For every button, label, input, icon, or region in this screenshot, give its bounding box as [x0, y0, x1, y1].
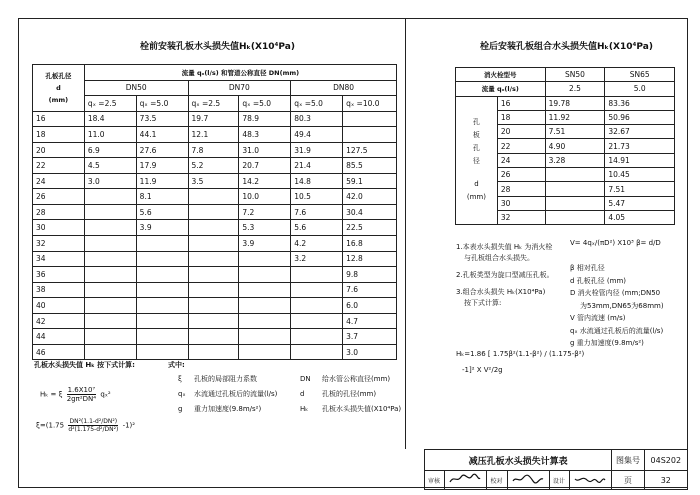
loss-value-cell: 11.92 [545, 110, 605, 124]
orifice-diameter-cell: 28 [33, 204, 85, 220]
loss-value-cell [188, 313, 239, 329]
design-signature [570, 471, 612, 490]
dn-group-header: DN80 [291, 80, 397, 96]
loss-value-cell: 9.8 [343, 267, 397, 283]
loss-value-cell: 17.9 [136, 158, 188, 174]
orifice-diameter-cell: 36 [33, 267, 85, 283]
loss-value-cell [291, 344, 343, 360]
loss-value-cell [291, 267, 343, 283]
note-2: 2.孔板类型为旋口型减压孔板。 [456, 271, 554, 279]
table-row [33, 111, 397, 127]
table-row [33, 313, 397, 329]
loss-value-cell [291, 329, 343, 345]
definition-line: d 孔板孔径 (mm) [570, 276, 626, 285]
table-row [33, 267, 397, 283]
loss-value-cell [188, 251, 239, 267]
right-definitions [570, 262, 664, 350]
loss-value-cell: 59.1 [343, 173, 397, 189]
loss-value-cell: 5.6 [136, 204, 188, 220]
flow-header: 流量 qₓ(l/s) [456, 82, 546, 96]
table-row [33, 189, 397, 205]
loss-value-cell [84, 282, 136, 298]
loss-value-cell [239, 313, 291, 329]
hk-combined-formula: Hₖ=1.86 [ 1.75β²(1.1-β²) / (1.175-β²) -1]² X V²/2g [456, 350, 585, 374]
loss-value-cell: 7.51 [545, 125, 605, 139]
table-row [33, 204, 397, 220]
loss-value-cell: 4.90 [545, 139, 605, 153]
loss-value-cell [136, 282, 188, 298]
loss-value-cell: 83.36 [605, 96, 675, 110]
left-formula-title: 孔板水头损失值 Hₖ 按下式计算: [34, 361, 135, 369]
loss-value-cell [84, 236, 136, 252]
table-row [33, 158, 397, 174]
loss-value-cell [84, 267, 136, 283]
right-loss-table [455, 67, 675, 225]
loss-value-cell: 31.0 [239, 142, 291, 158]
loss-value-cell [291, 298, 343, 314]
hk-formula: Hₖ = ξ $\frac{\text{1.6X10⁷}}{\text{2gπ²DN⁴}}$ qₓ² [40, 386, 111, 403]
loss-value-cell: 16.8 [343, 236, 397, 252]
loss-value-cell: 7.51 [605, 182, 675, 196]
page-number: 32 [644, 471, 687, 490]
orifice-diameter-cell: 24 [33, 173, 85, 189]
right-table-title: 栓后安装孔板组合水头损失值Hₖ(X10⁴Pa) [480, 42, 653, 52]
loss-value-cell: 3.5 [188, 173, 239, 189]
table-row [33, 344, 397, 360]
loss-value-cell: 7.2 [239, 204, 291, 220]
flow-subheader: qₓ =5.0 [291, 96, 343, 112]
definition-line: D 消火栓管内径 (mm;DN50 [570, 289, 661, 297]
loss-value-cell: 4.7 [343, 313, 397, 329]
loss-value-cell: 73.5 [136, 111, 188, 127]
loss-value-cell [343, 111, 397, 127]
table-row [33, 329, 397, 345]
loss-value-cell [343, 127, 397, 143]
loss-value-cell: 19.7 [188, 111, 239, 127]
where-label: 式中: [168, 361, 185, 369]
loss-value-cell [136, 313, 188, 329]
table-row [456, 96, 675, 110]
loss-value-cell: 3.2 [291, 251, 343, 267]
check-signature [507, 471, 549, 490]
loss-value-cell [188, 204, 239, 220]
loss-value-cell [239, 251, 291, 267]
table-row [33, 220, 397, 236]
loss-value-cell [84, 344, 136, 360]
loss-value-cell: 3.0 [84, 173, 136, 189]
loss-value-cell: 21.4 [291, 158, 343, 174]
table-row [33, 173, 397, 189]
atlas-label: 图集号 [612, 450, 644, 471]
loss-value-cell: 11.9 [136, 173, 188, 189]
note-1b: 与孔板组合水头损失。 [464, 254, 534, 262]
loss-value-cell [291, 282, 343, 298]
loss-value-cell: 10.0 [239, 189, 291, 205]
definition-line: V 管内流速 (m/s) [570, 314, 626, 322]
loss-value-cell: 7.8 [188, 142, 239, 158]
atlas-number: 04S202 [644, 450, 687, 471]
orifice-diameter-cell: 44 [33, 329, 85, 345]
flow-subheader: qₓ =10.0 [343, 96, 397, 112]
loss-value-cell: 127.5 [343, 142, 397, 158]
loss-value-cell [136, 344, 188, 360]
orifice-diameter-cell: 46 [33, 344, 85, 360]
loss-value-cell: 20.7 [239, 158, 291, 174]
orifice-diameter-cell: 16 [33, 111, 85, 127]
orifice-diameter-cell: 16 [497, 96, 545, 110]
loss-value-cell [545, 168, 605, 182]
loss-value-cell: 12.1 [188, 127, 239, 143]
loss-value-cell: 11.0 [84, 127, 136, 143]
loss-value-cell: 14.8 [291, 173, 343, 189]
loss-value-cell: 5.2 [188, 158, 239, 174]
left-table-title: 栓前安装孔板水头损失值Hₖ(X10⁴Pa) [140, 42, 295, 52]
loss-value-cell [291, 313, 343, 329]
orifice-diameter-cell: 34 [33, 251, 85, 267]
loss-value-cell: 5.47 [605, 196, 675, 210]
flow-sn65: 5.0 [605, 82, 675, 96]
model-header: 消火栓型号 [456, 68, 546, 82]
loss-value-cell: 32.67 [605, 125, 675, 139]
orifice-diameter-cell: 28 [497, 182, 545, 196]
table-row [33, 142, 397, 158]
loss-value-cell [239, 329, 291, 345]
orifice-diameter-cell: 42 [33, 313, 85, 329]
loss-value-cell [84, 204, 136, 220]
table-row [33, 251, 397, 267]
orifice-diameter-cell: 30 [497, 196, 545, 210]
orifice-diameter-cell: 18 [33, 127, 85, 143]
loss-value-cell [545, 196, 605, 210]
loss-value-cell [84, 313, 136, 329]
design-label: 设计 [549, 471, 569, 490]
loss-value-cell: 30.4 [343, 204, 397, 220]
loss-value-cell [84, 189, 136, 205]
definition-line: β 相对孔径 [570, 264, 605, 272]
loss-value-cell [188, 344, 239, 360]
loss-value-cell: 80.3 [291, 111, 343, 127]
loss-value-cell [188, 282, 239, 298]
table-row [33, 298, 397, 314]
loss-value-cell: 44.1 [136, 127, 188, 143]
review-signature [445, 471, 487, 490]
flow-sn50: 2.5 [545, 82, 605, 96]
loss-value-cell: 4.5 [84, 158, 136, 174]
note-3b: 按下式计算: [464, 299, 502, 307]
loss-value-cell: 6.0 [343, 298, 397, 314]
loss-value-cell [136, 267, 188, 283]
orifice-diameter-cell: 32 [33, 236, 85, 252]
loss-value-cell: 78.9 [239, 111, 291, 127]
loss-value-cell: 49.4 [291, 127, 343, 143]
orifice-diameter-cell: 20 [497, 125, 545, 139]
title-block [424, 449, 688, 490]
loss-value-cell [188, 267, 239, 283]
loss-value-cell [545, 210, 605, 224]
definition-line: qₓ 水流通过孔板后的流量(l/s) [570, 326, 664, 335]
loss-value-cell: 27.6 [136, 142, 188, 158]
flow-subheader: qₓ =2.5 [188, 96, 239, 112]
definition-line: ξ 孔板的局部阻力系数 DN 给水管公称直径(mm) [178, 375, 391, 383]
loss-value-cell: 21.73 [605, 139, 675, 153]
loss-value-cell: 6.9 [84, 142, 136, 158]
center-divider [405, 19, 406, 449]
left-definitions [178, 374, 422, 419]
loss-value-cell: 7.6 [291, 204, 343, 220]
flow-subheader: qₓ =5.0 [239, 96, 291, 112]
dn-group-header: DN70 [188, 80, 291, 96]
review-label: 审核 [425, 471, 445, 490]
loss-value-cell [188, 298, 239, 314]
dn-group-header: DN50 [84, 80, 188, 96]
loss-value-cell [545, 182, 605, 196]
orifice-diameter-cell: 22 [33, 158, 85, 174]
loss-value-cell: 8.1 [136, 189, 188, 205]
definition-line: qₓ 水流通过孔板后的流量(l/s) d 孔板的孔径(mm) [178, 390, 377, 398]
loss-value-cell [239, 344, 291, 360]
orifice-diameter-cell: 38 [33, 282, 85, 298]
loss-value-cell: 85.5 [343, 158, 397, 174]
loss-value-cell: 4.05 [605, 210, 675, 224]
orifice-diameter-cell: 32 [497, 210, 545, 224]
loss-value-cell [239, 267, 291, 283]
page-label: 页 [612, 471, 644, 490]
table-row [33, 236, 397, 252]
definition-line: g 重力加速度(9.8m/s²) Hₖ 孔板水头损失值(X10⁴Pa) [178, 405, 402, 413]
loss-value-cell: 3.9 [136, 220, 188, 236]
loss-value-cell: 14.91 [605, 153, 675, 167]
loss-value-cell: 19.78 [545, 96, 605, 110]
orifice-diameter-cell: 18 [497, 110, 545, 124]
velocity-formula: V= 4qₓ/(πD²) X10³ β= d/D [570, 239, 661, 247]
loss-value-cell: 18.4 [84, 111, 136, 127]
flow-subheader: qₓ =5.0 [136, 96, 188, 112]
loss-value-cell [136, 236, 188, 252]
loss-value-cell [188, 236, 239, 252]
flow-subheader: qₓ =2.5 [84, 96, 136, 112]
orifice-diameter-cell: 26 [497, 168, 545, 182]
loss-value-cell: 5.6 [291, 220, 343, 236]
loss-value-cell: 14.2 [239, 173, 291, 189]
loss-value-cell [239, 282, 291, 298]
note-1a: 1.本表水头损失值 Hₖ 为消火栓 [456, 243, 553, 251]
orifice-diameter-cell: 26 [33, 189, 85, 205]
loss-value-cell: 3.7 [343, 329, 397, 345]
orifice-diameter-cell: 40 [33, 298, 85, 314]
left-top-header: 流量 qₓ(l/s) 和管道公称直径 DN(mm) [84, 65, 396, 81]
model-sn50: SN50 [545, 68, 605, 82]
definition-line: 为53mm,DN65为68mm) [580, 301, 664, 310]
loss-value-cell: 4.2 [291, 236, 343, 252]
loss-value-cell [84, 251, 136, 267]
loss-value-cell [84, 220, 136, 236]
loss-value-cell: 3.9 [239, 236, 291, 252]
xi-formula: ξ=(1.75 $\frac{\text{DN²(1.1-d²/DN²)}}{\text{d²(1.175-d²/DN²)}}$ -1)² [36, 418, 136, 433]
loss-value-cell: 31.9 [291, 142, 343, 158]
loss-value-cell: 7.6 [343, 282, 397, 298]
loss-value-cell [188, 329, 239, 345]
loss-value-cell: 12.8 [343, 251, 397, 267]
orifice-diameter-cell: 20 [33, 142, 85, 158]
loss-value-cell: 3.0 [343, 344, 397, 360]
note-3a: 3.组合水头损失 Hₖ(X10⁴Pa) [456, 288, 546, 296]
loss-value-cell [84, 329, 136, 345]
right-notes [456, 242, 554, 309]
loss-value-cell [136, 329, 188, 345]
check-label: 校对 [487, 471, 507, 490]
left-corner-header: 孔板孔径 d (mm) [33, 65, 85, 112]
table-row [33, 127, 397, 143]
loss-value-cell: 10.45 [605, 168, 675, 182]
table-row [33, 282, 397, 298]
loss-value-cell: 22.5 [343, 220, 397, 236]
loss-value-cell [136, 251, 188, 267]
orifice-diameter-cell: 24 [497, 153, 545, 167]
orifice-diameter-cell: 30 [33, 220, 85, 236]
orifice-diameter-cell: 22 [497, 139, 545, 153]
left-loss-table [32, 64, 397, 360]
definition-line: g 重力加速度(9.8m/s²) [570, 339, 644, 347]
loss-value-cell: 10.5 [291, 189, 343, 205]
drawing-title: 减压孔板水头损失计算表 [425, 450, 612, 471]
loss-value-cell: 5.3 [239, 220, 291, 236]
loss-value-cell [239, 298, 291, 314]
loss-value-cell [84, 298, 136, 314]
orifice-diameter-side-label: 孔 板 孔 径 d (mm) [456, 96, 498, 225]
loss-value-cell: 42.0 [343, 189, 397, 205]
loss-value-cell [188, 220, 239, 236]
loss-value-cell: 50.96 [605, 110, 675, 124]
loss-value-cell: 48.3 [239, 127, 291, 143]
model-sn65: SN65 [605, 68, 675, 82]
loss-value-cell [188, 189, 239, 205]
loss-value-cell [136, 298, 188, 314]
loss-value-cell: 3.28 [545, 153, 605, 167]
